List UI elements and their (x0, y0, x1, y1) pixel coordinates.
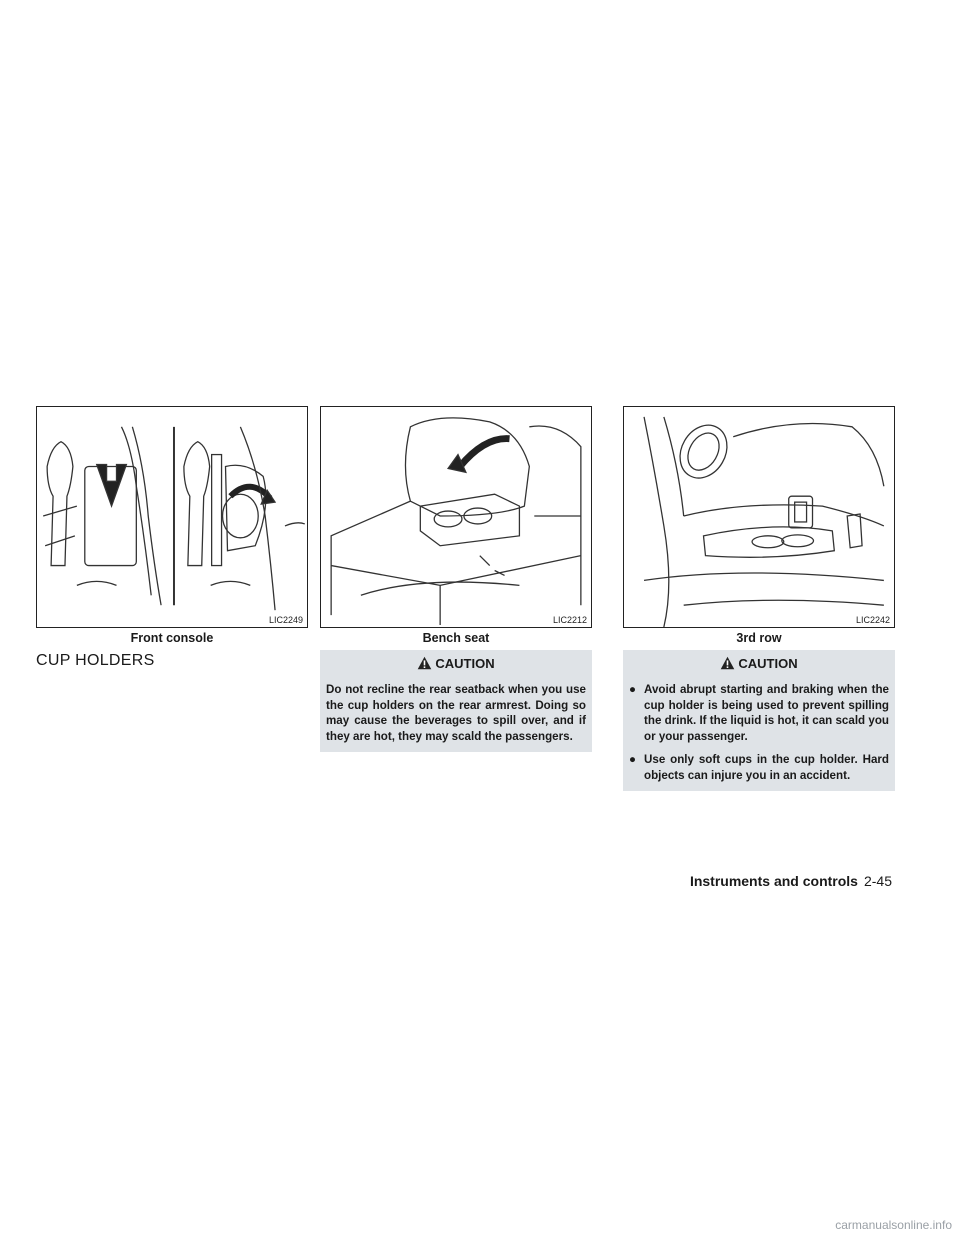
list-item-text: Use only soft cups in the cup holder. Hard objects can injure you in an accident. (644, 753, 889, 782)
figure-code: LIC2212 (552, 615, 587, 625)
figure-code: LIC2242 (855, 615, 890, 625)
caution-box-cup-holder (623, 650, 895, 791)
bullet-icon: ● (629, 753, 637, 766)
figure-front-console (36, 406, 308, 628)
figure-caption: Front console (130, 631, 214, 645)
figure-code: LIC2249 (268, 615, 303, 625)
caution-heading-text: CAUTION (738, 655, 798, 671)
page-number: 2-45 (863, 873, 892, 889)
caution-heading-text: CAUTION (435, 655, 495, 671)
caution-text: Do not recline the rear seatback when you use the cup holders on the rear armrest. Doing so may cause the beverages to spill over, and if they are hot, they may scald the passengers. (326, 683, 586, 743)
section-title: CUP HOLDERS (36, 652, 155, 669)
caution-list (629, 682, 889, 783)
figure-third-row (623, 406, 895, 628)
warning-triangle-icon (720, 656, 735, 670)
bench-seat-illustration (321, 407, 591, 627)
figure-bench-seat (320, 406, 592, 628)
list-item (629, 752, 889, 783)
caution-box-seatback (320, 650, 592, 752)
caution-heading (629, 654, 889, 672)
warning-triangle-icon (417, 656, 432, 670)
list-item (629, 682, 889, 744)
front-console-illustration (37, 407, 307, 627)
watermark: carmanualsonline.info (835, 1218, 952, 1232)
figure-caption: Bench seat (422, 631, 490, 645)
caution-heading (326, 654, 586, 672)
third-row-illustration (624, 407, 894, 627)
page-footer (690, 873, 892, 889)
list-item-text: Avoid abrupt starting and braking when the cup holder is being used to prevent spilling the drink. If the liquid is hot, it can scald you or your passenger. (644, 683, 889, 743)
footer-section-name: Instruments and controls (689, 873, 858, 889)
figure-caption: 3rd row (736, 631, 782, 645)
bullet-icon: ● (629, 683, 637, 696)
